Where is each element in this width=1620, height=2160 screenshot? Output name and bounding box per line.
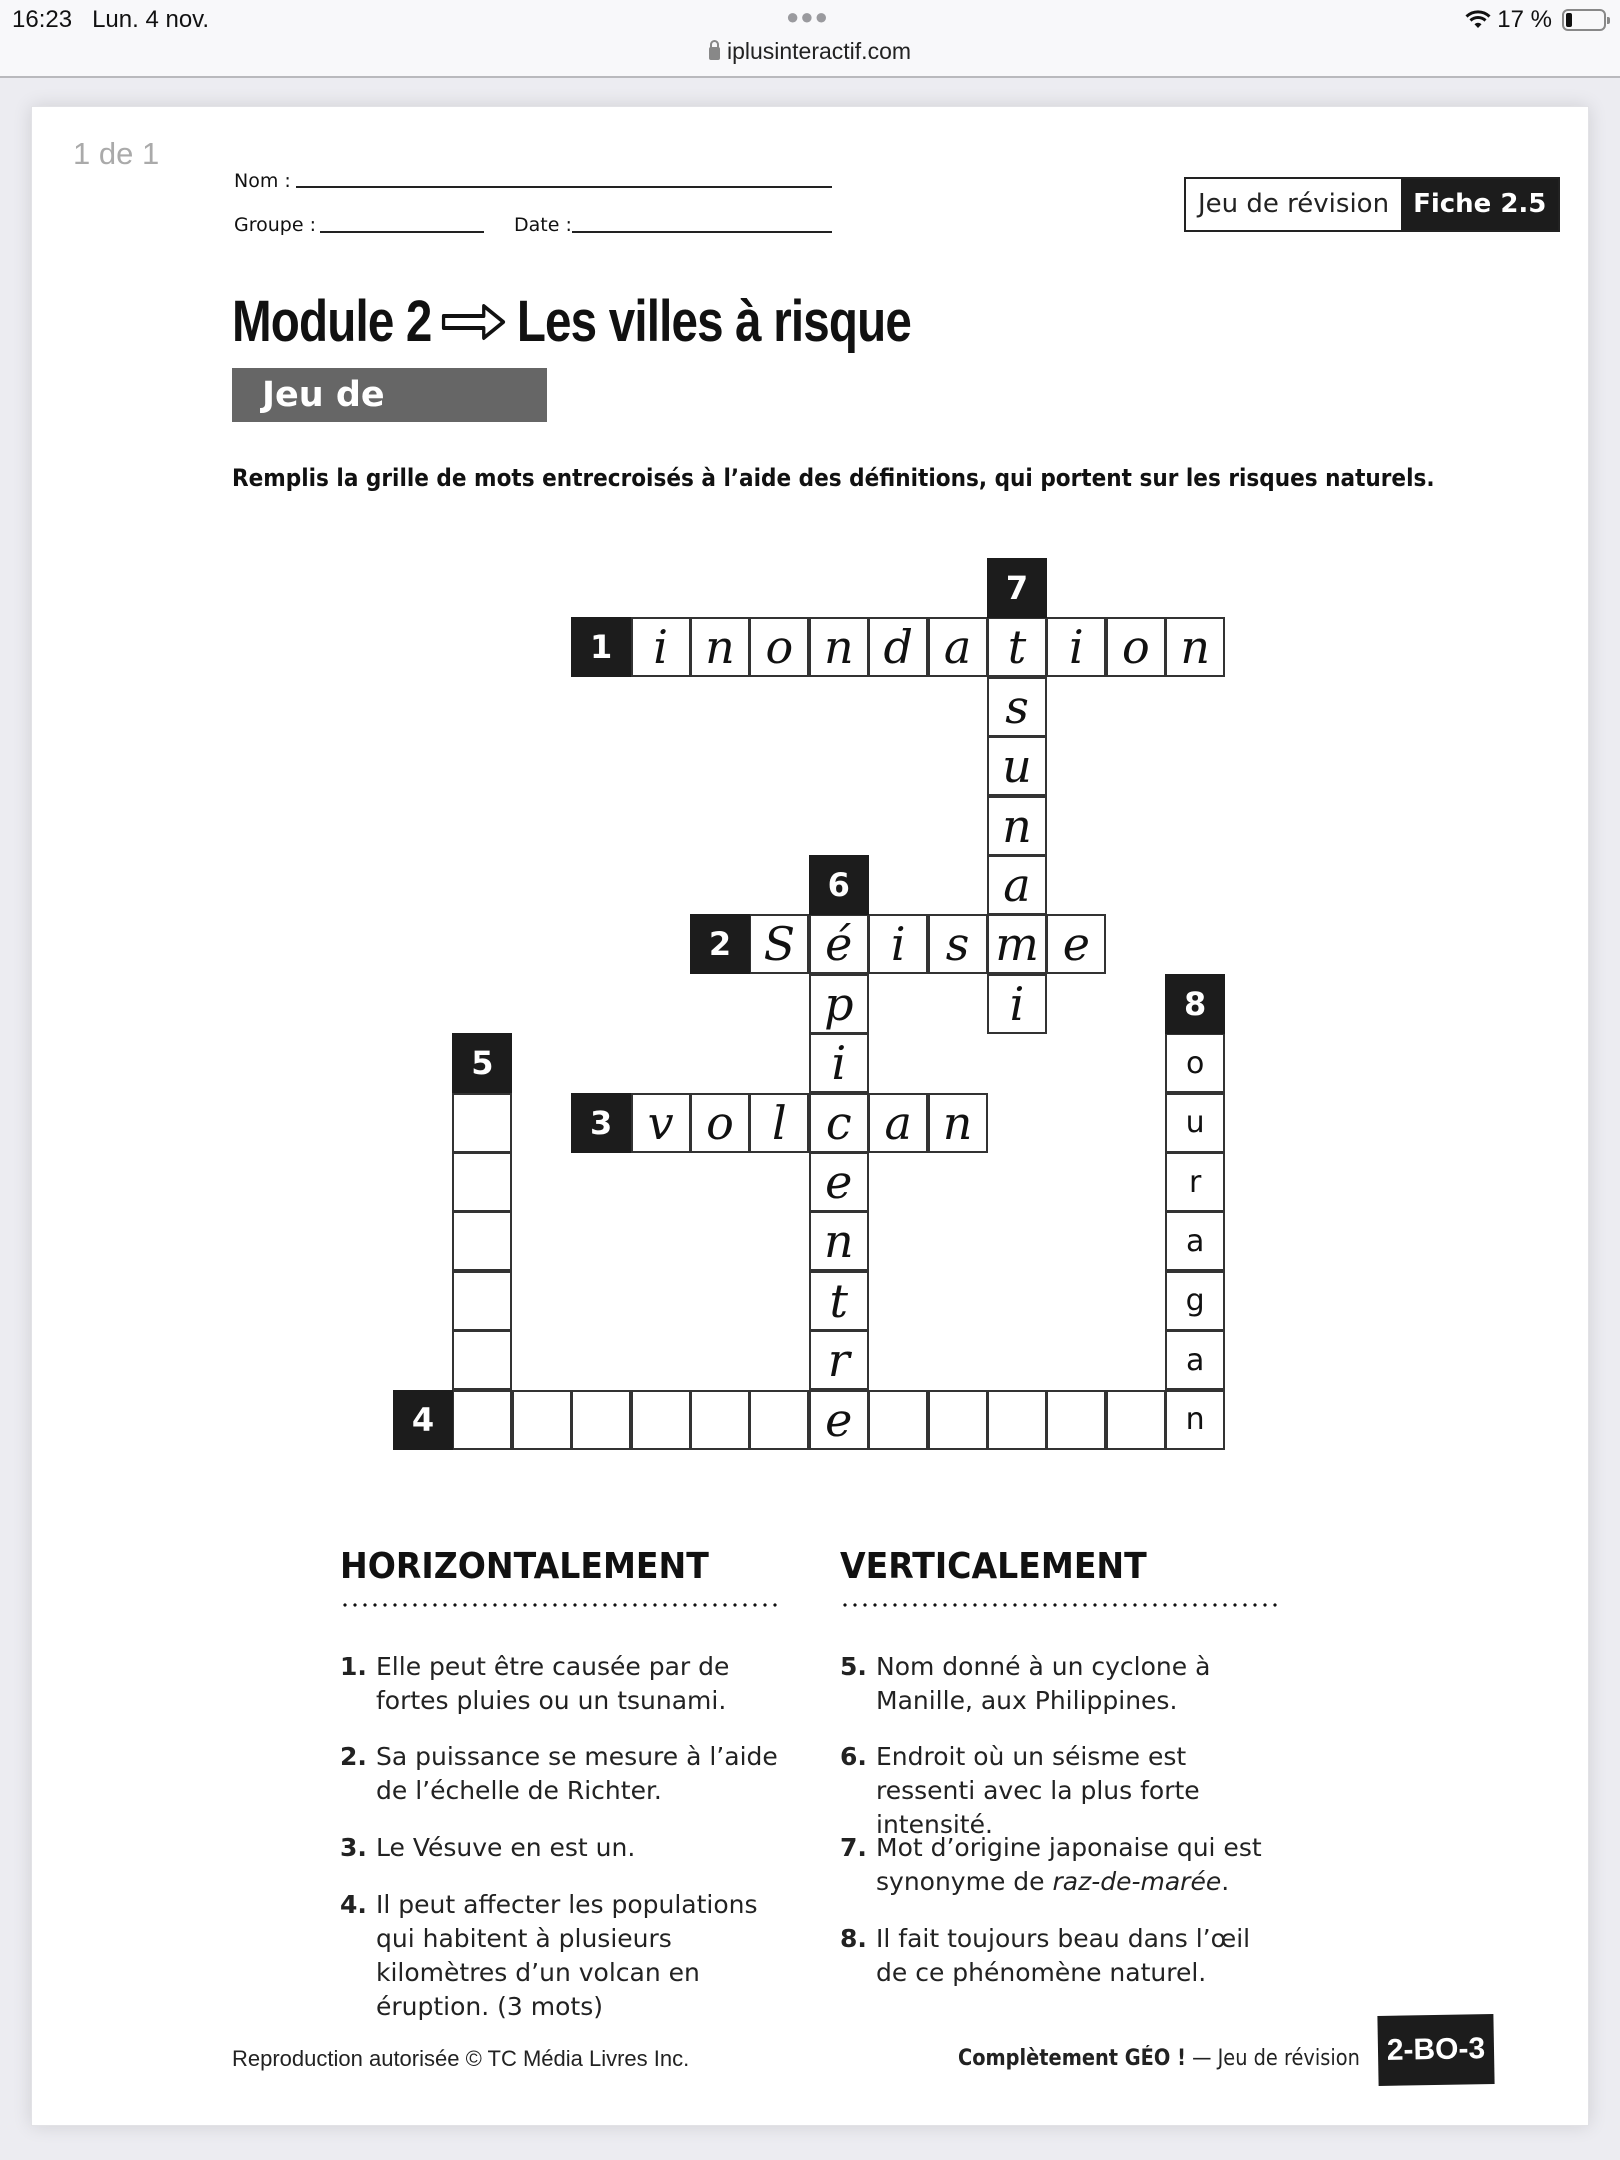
crossword-cell-3[interactable]: v: [631, 1093, 691, 1153]
crossword-cell-1-7[interactable]: t: [987, 617, 1047, 677]
crossword-cell-8[interactable]: a: [1165, 1211, 1225, 1271]
clue-number: 3.: [340, 1833, 367, 1862]
down-heading: VERTICALEMENT: [840, 1546, 1147, 1587]
crossword-cell-4[interactable]: [868, 1390, 928, 1450]
crossword-cell-7[interactable]: a: [987, 855, 1047, 915]
crossword-cell-4[interactable]: [1046, 1390, 1106, 1450]
clue-down-7: [840, 1831, 1280, 1899]
crossword-cell-7[interactable]: u: [987, 736, 1047, 796]
crossword-cell-2-7[interactable]: m: [987, 914, 1047, 974]
crossword-cell-8[interactable]: a: [1165, 1330, 1225, 1390]
crossword-cell-4-5[interactable]: [452, 1390, 512, 1450]
crossword-cell-6[interactable]: n: [809, 1211, 869, 1271]
crossword-cell-6[interactable]: t: [809, 1271, 869, 1331]
clue-number: 5.: [840, 1652, 867, 1681]
crossword-cell-5[interactable]: [452, 1152, 512, 1212]
clue-number: 7.: [840, 1833, 867, 1862]
clue-number: 6.: [840, 1742, 867, 1771]
clue-text-part: .: [1221, 1867, 1230, 1896]
crossword-cell-8[interactable]: u: [1165, 1093, 1225, 1153]
crossword-cell-4[interactable]: [987, 1390, 1047, 1450]
crossword-cell-3-6[interactable]: c: [809, 1093, 869, 1153]
clue-number-cell-8: 8: [1165, 974, 1225, 1034]
clue-text: Endroit où un séisme est ressenti avec la plus forte intensité.: [876, 1742, 1200, 1839]
clock: 16:23: [12, 6, 73, 33]
clue-number-cell-7: 7: [987, 558, 1047, 618]
crossword-cell-2-6[interactable]: é: [809, 914, 869, 974]
crossword-cell-5[interactable]: [452, 1271, 512, 1331]
crossword-cell-5[interactable]: [452, 1211, 512, 1271]
clue-across-2: [340, 1740, 780, 1808]
clue-text: Sa puissance se mesure à l’aide de l’échelle de Richter.: [376, 1742, 778, 1805]
crossword-cell-3[interactable]: a: [868, 1093, 928, 1153]
clue-text: Il peut affecter les populations qui habitent à plusieurs kilomètres d’un volcan en éruption. (3 mots): [376, 1890, 758, 2021]
across-heading: HORIZONTALEMENT: [340, 1546, 709, 1587]
crossword-cell-2[interactable]: s: [928, 914, 988, 974]
clue-number: 1.: [340, 1652, 367, 1681]
module-title: Les villes à risque: [516, 289, 912, 354]
crossword-cell-3[interactable]: l: [749, 1093, 809, 1153]
clue-across-3: [340, 1831, 780, 1865]
tag-number: Fiche 2.5: [1401, 179, 1558, 230]
crossword-cell-2[interactable]: e: [1046, 914, 1106, 974]
clue-down-8: [840, 1922, 1280, 1990]
group-field[interactable]: [320, 231, 484, 233]
clue-text-part: Mot d’origine japonaise qui est synonyme de: [876, 1833, 1262, 1896]
battery-percent: 17 %: [1497, 6, 1552, 33]
arrow-right-icon: [441, 302, 507, 342]
crossword-cell-1[interactable]: a: [928, 617, 988, 677]
name-field[interactable]: [296, 186, 832, 188]
crossword-cell-8[interactable]: o: [1165, 1033, 1225, 1093]
crossword-cell-4[interactable]: [690, 1390, 750, 1450]
clue-down-5: [840, 1650, 1280, 1718]
date: Lun. 4 nov.: [92, 6, 210, 33]
lock-icon: [709, 47, 720, 60]
multitasking-dots-icon[interactable]: ●●●: [786, 4, 829, 29]
crossword-cell-4-8[interactable]: n: [1165, 1390, 1225, 1450]
battery-icon: [1562, 9, 1606, 31]
crossword-cell-4[interactable]: [1106, 1390, 1166, 1450]
wifi-icon: [1465, 10, 1491, 30]
subtitle-badge: Jeu de révision: [232, 368, 547, 422]
crossword-cell-1[interactable]: i: [1046, 617, 1106, 677]
clue-number: 2.: [340, 1742, 367, 1771]
clue-number-cell-6: 6: [809, 855, 869, 915]
crossword-cell-4[interactable]: [749, 1390, 809, 1450]
crossword-cell-8[interactable]: r: [1165, 1152, 1225, 1212]
crossword-cell-7[interactable]: n: [987, 796, 1047, 856]
crossword-cell-5[interactable]: [452, 1330, 512, 1390]
clue-down-6: [840, 1740, 1280, 1842]
clue-number-cell-2: 2: [690, 914, 750, 974]
clue-across-1: [340, 1650, 780, 1718]
clue-text: Nom donné à un cyclone à Manille, aux Philippines.: [876, 1652, 1211, 1715]
group-label: Groupe :: [234, 214, 316, 236]
crossword-cell-4[interactable]: [631, 1390, 691, 1450]
address-bar[interactable]: [0, 38, 1620, 65]
crossword-cell-6[interactable]: r: [809, 1330, 869, 1390]
clue-text-italic: raz-de-marée: [1052, 1867, 1222, 1896]
status-time: [12, 6, 209, 34]
crossword-cell-1[interactable]: o: [749, 617, 809, 677]
book-reference: [958, 2046, 1360, 2071]
crossword-cell-5[interactable]: [452, 1093, 512, 1153]
clue-number-cell-4: 4: [393, 1390, 453, 1450]
crossword-cell-1[interactable]: i: [631, 617, 691, 677]
crossword-cell-1[interactable]: d: [868, 617, 928, 677]
page-indicator: 1 de 1: [73, 136, 160, 171]
clue-text: Le Vésuve en est un.: [376, 1833, 636, 1862]
page-code-badge: 2-BO-3: [1377, 2014, 1494, 2086]
crossword-cell-4[interactable]: [512, 1390, 572, 1450]
instructions: Remplis la grille de mots entrecroisés à l’aide des définitions, qui portent sur les risques naturels.: [232, 464, 1435, 492]
status-bar: [0, 0, 1620, 78]
crossword-cell-1[interactable]: n: [690, 617, 750, 677]
crossword-cell-3[interactable]: n: [928, 1093, 988, 1153]
clue-number: 8.: [840, 1924, 867, 1953]
clue-number-cell-1: 1: [571, 617, 631, 677]
book-title: Complètement GÉO !: [958, 2046, 1186, 2071]
worksheet-tag: [1184, 177, 1560, 232]
date-label: Date :: [514, 214, 572, 236]
crossword-cell-6[interactable]: e: [809, 1152, 869, 1212]
clue-across-4: [340, 1888, 780, 2024]
crossword-cell-6[interactable]: p: [809, 974, 869, 1034]
crossword-cell-1[interactable]: o: [1106, 617, 1166, 677]
crossword-cell-7[interactable]: s: [987, 677, 1047, 737]
clue-number-cell-3: 3: [571, 1093, 631, 1153]
crossword-cell-6[interactable]: i: [809, 1033, 869, 1093]
crossword-cell-2[interactable]: i: [868, 914, 928, 974]
down-divider: [840, 1603, 1280, 1607]
crossword-cell-4-6[interactable]: e: [809, 1390, 869, 1450]
crossword-cell-8[interactable]: g: [1165, 1271, 1225, 1331]
book-suffix: — Jeu de révision: [1185, 2046, 1360, 2071]
url-text: iplusinteractif.com: [726, 38, 912, 64]
crossword-cell-2[interactable]: S: [749, 914, 809, 974]
clue-number-cell-5: 5: [452, 1033, 512, 1093]
crossword-cell-4[interactable]: [571, 1390, 631, 1450]
clue-text: Il fait toujours beau dans l’œil de ce phénomène naturel.: [876, 1924, 1251, 1987]
crossword-cell-1[interactable]: n: [809, 617, 869, 677]
crossword-cell-3[interactable]: o: [690, 1093, 750, 1153]
date-field[interactable]: [572, 231, 832, 233]
clue-text: Elle peut être causée par de fortes pluies ou un tsunami.: [376, 1652, 730, 1715]
module-label: Module 2: [232, 289, 432, 354]
across-divider: [340, 1603, 780, 1607]
copyright: Reproduction autorisée © TC Média Livres Inc.: [232, 2046, 690, 2071]
crossword-cell-1[interactable]: n: [1165, 617, 1225, 677]
battery-level: [1566, 13, 1572, 27]
clue-text: [876, 1831, 1280, 1899]
status-indicators: [1465, 6, 1606, 34]
crossword-cell-4[interactable]: [928, 1390, 988, 1450]
page-title: [232, 288, 911, 355]
crossword-cell-7[interactable]: i: [987, 974, 1047, 1034]
name-label: Nom :: [234, 170, 291, 192]
tag-type: Jeu de révision: [1186, 179, 1401, 230]
clue-number: 4.: [340, 1890, 367, 1919]
